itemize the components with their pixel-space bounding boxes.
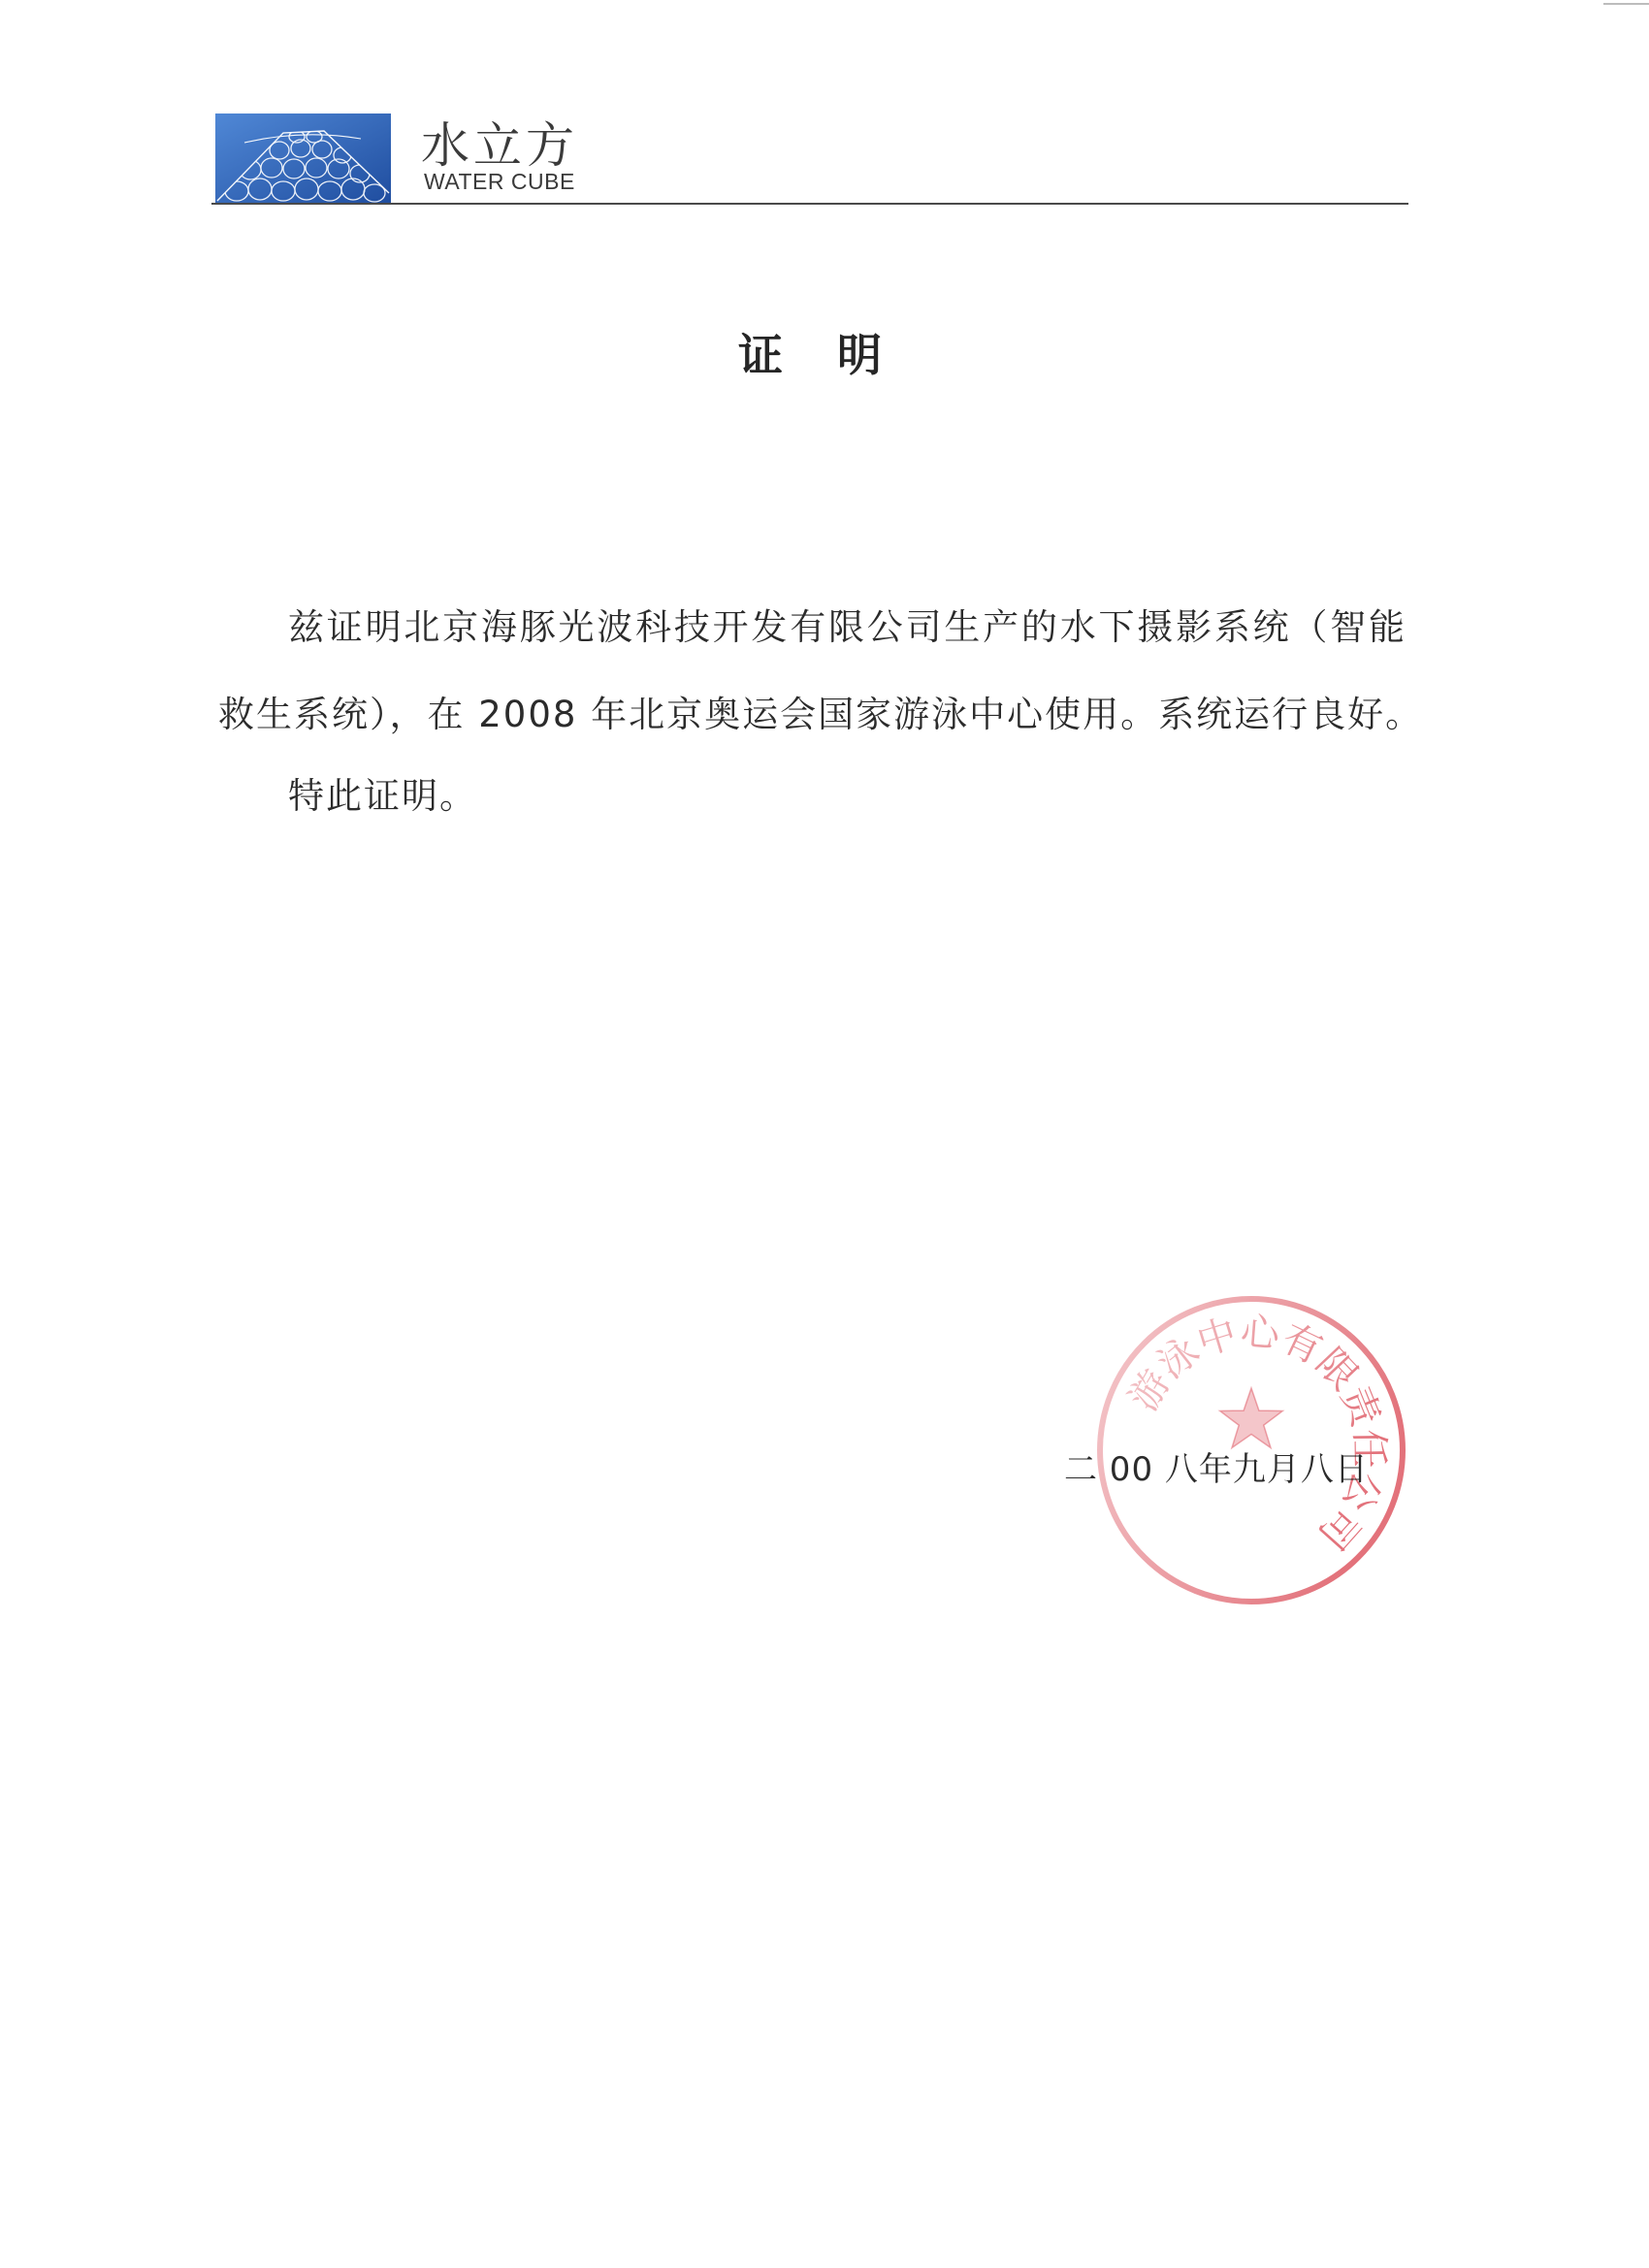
certificate-body <box>218 584 1424 759</box>
document-title: 证 明 <box>737 329 901 381</box>
logo-english-name: WATER CUBE <box>424 169 575 194</box>
body-line: 兹证明北京海豚光波科技开发有限公司生产的水下摄影系统（智能 <box>288 606 1406 648</box>
body-line: 救生系统），在 2008 年北京奥运会国家游泳中心使用。系统运行良好。 <box>218 694 1424 735</box>
water-cube-logo-icon <box>215 113 391 204</box>
logo-chinese-name: 水立方 <box>421 117 578 174</box>
issue-date: 二 00 八年九月八日 <box>1064 1450 1369 1489</box>
seal-text: 游泳中心有限责任公司 <box>1120 1309 1392 1558</box>
closing-statement: 特此证明。 <box>288 775 477 817</box>
header-divider <box>211 203 1408 205</box>
scan-edge-mark <box>1603 3 1649 5</box>
star-icon <box>1220 1388 1283 1448</box>
official-seal <box>1077 1276 1426 1625</box>
